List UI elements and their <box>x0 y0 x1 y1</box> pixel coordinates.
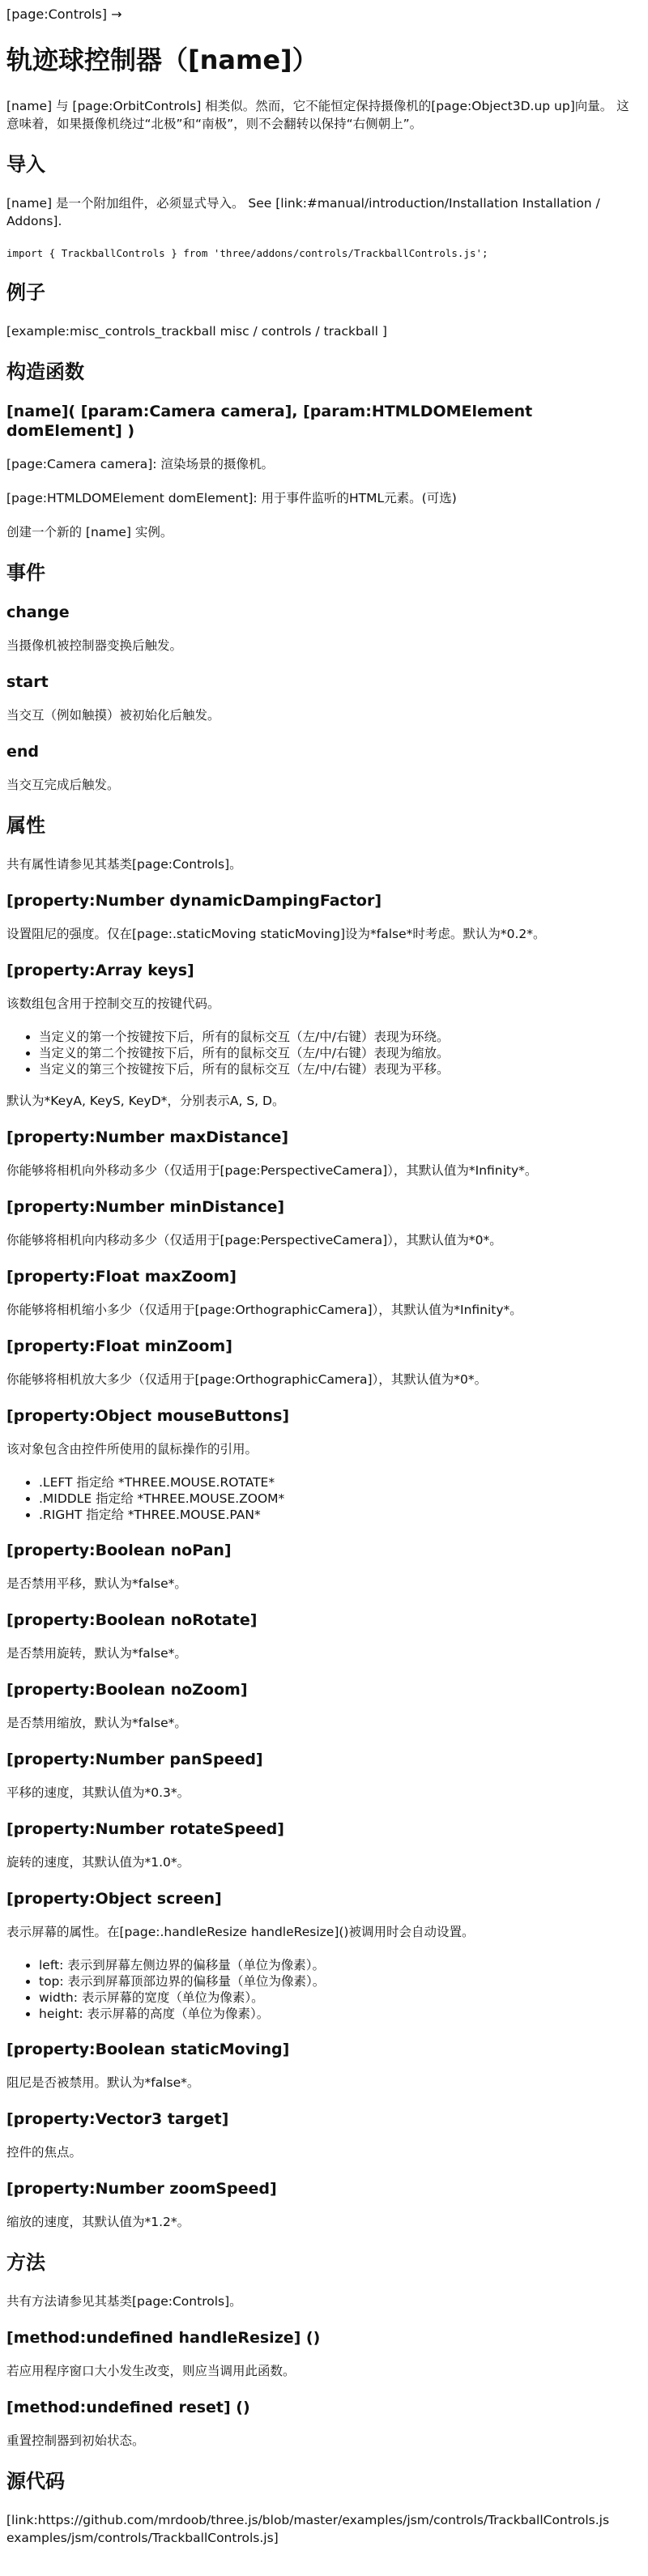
list-item: • width: 表示屏幕的宽度（单位为像素）。 <box>39 1990 642 2006</box>
list-item: • left: 表示到屏幕左侧边界的偏移量（单位为像素）。 <box>39 1957 642 1973</box>
constructor-desc: 创建一个新的 [name] 实例。 <box>6 525 173 540</box>
property-desc: 你能够将相机向内移动多少（仅适用于[page:PerspectiveCamera]），其默认值为*0*。 <box>6 1233 502 1247</box>
list-item: • 当定义的第一个按键按下后，所有的鼠标交互（左/中/右键）表现为环绕。 <box>39 1029 642 1045</box>
event-desc: 当交互完成后触发。 <box>6 778 120 792</box>
intro-text: [name] 与 [page:OrbitControls] 相类似。然而，它不能恒定保持摄像机的[page:Object3D.up up]向量。 这意味着，如果摄像机绕过“北极”和“南极”，则不会翻转以保持“右侧朝上”。 <box>6 99 629 131</box>
property-name: [property:Boolean noRotate] <box>6 1611 258 1629</box>
method-desc: 重置控制器到初始状态。 <box>6 2433 145 2448</box>
property-desc: 旋转的速度，其默认值为*1.0*。 <box>6 1855 190 1870</box>
property-name: [property:Object mouseButtons] <box>6 1407 290 1425</box>
property-name: [property:Number rotateSpeed] <box>6 1820 284 1838</box>
method-desc: 若应用程序窗口大小发生改变，则应当调用此函数。 <box>6 2364 296 2378</box>
source-link[interactable]: [link:https://github.com/mrdoob/three.js/blob/master/examples/jsm/controls/TrackballControls.js examples/jsm/controls/TrackballControls.js] <box>6 2513 610 2545</box>
list-item: • .LEFT 指定给 *THREE.MOUSE.ROTATE* <box>39 1474 642 1491</box>
property-desc: 你能够将相机缩小多少（仅适用于[page:OrthographicCamera]），其默认值为*Infinity*。 <box>6 1303 522 1317</box>
property-desc: 是否禁用平移，默认为*false*。 <box>6 1576 187 1591</box>
events-heading: 事件 <box>6 561 45 584</box>
property-name: [property:Number dynamicDampingFactor] <box>6 892 382 910</box>
property-desc: 是否禁用缩放，默认为*false*。 <box>6 1716 187 1730</box>
example-link[interactable]: [example:misc_controls_trackball misc / controls / trackball ] <box>6 324 387 339</box>
property-name: [property:Boolean staticMoving] <box>6 2041 290 2058</box>
method-name: [method:undefined handleResize] () <box>6 2329 321 2347</box>
property-name: [property:Number minDistance] <box>6 1198 285 1216</box>
property-name: [property:Vector3 target] <box>6 2110 229 2128</box>
list-item: • .RIGHT 指定给 *THREE.MOUSE.PAN* <box>39 1507 642 1523</box>
constructor-heading: 构造函数 <box>6 360 84 383</box>
property-name: [property:Number maxDistance] <box>6 1128 289 1146</box>
property-desc: 你能够将相机放大多少（仅适用于[page:OrthographicCamera]），其默认值为*0*。 <box>6 1372 488 1387</box>
methods-heading: 方法 <box>6 2251 45 2274</box>
property-desc: 是否禁用旋转，默认为*false*。 <box>6 1646 187 1661</box>
event-name: start <box>6 673 49 691</box>
property-name: [property:Number zoomSpeed] <box>6 2180 277 2198</box>
property-name: [property:Boolean noZoom] <box>6 1681 248 1699</box>
property-name: [property:Object screen] <box>6 1890 222 1908</box>
event-desc: 当摄像机被控制器变换后触发。 <box>6 638 183 653</box>
list-item: • 当定义的第三个按键按下后，所有的鼠标交互（左/中/右键）表现为平移。 <box>39 1061 642 1077</box>
property-desc: 你能够将相机向外移动多少（仅适用于[page:PerspectiveCamera]），其默认值为*Infinity*。 <box>6 1163 538 1178</box>
property-desc: 表示屏幕的属性。在[page:.handleResize handleResize]()被调用时会自动设置。 <box>6 1925 475 1939</box>
property-name: [property:Float minZoom] <box>6 1337 232 1355</box>
constructor-param-camera: [page:Camera camera]: 渲染场景的摄像机。 <box>6 457 274 471</box>
property-desc: 缩放的速度，其默认值为*1.2*。 <box>6 2215 190 2229</box>
breadcrumb[interactable]: [page:Controls] → <box>6 6 122 22</box>
property-desc: 控件的焦点。 <box>6 2145 83 2160</box>
property-desc: 设置阻尼的强度。仅在[page:.staticMoving staticMoving]设为*false*时考虑。默认为*0.2*。 <box>6 927 546 941</box>
constructor-param-domelement: [page:HTMLDOMElement domElement]: 用于事件监听的HTML元素。(可选) <box>6 491 457 505</box>
property-name: [property:Array keys] <box>6 962 194 979</box>
list-item: • 当定义的第二个按键按下后，所有的鼠标交互（左/中/右键）表现为缩放。 <box>39 1045 642 1061</box>
methods-intro: 共有方法请参见其基类[page:Controls]。 <box>6 2294 242 2309</box>
property-name: [property:Number panSpeed] <box>6 1751 263 1768</box>
keys-list <box>6 1029 642 1077</box>
import-heading: 导入 <box>6 153 45 176</box>
property-desc: 该对象包含由控件所使用的鼠标操作的引用。 <box>6 1442 258 1456</box>
import-code: import { TrackballControls } from 'three/addons/controls/TrackballControls.js'; <box>6 247 488 259</box>
event-desc: 当交互（例如触摸）被初始化后触发。 <box>6 708 220 723</box>
event-name: end <box>6 743 40 761</box>
property-name: [property:Float maxZoom] <box>6 1268 237 1286</box>
list-item: • .MIDDLE 指定给 *THREE.MOUSE.ZOOM* <box>39 1491 642 1507</box>
examples-heading: 例子 <box>6 281 45 304</box>
properties-heading: 属性 <box>6 814 45 837</box>
import-text: [name] 是一个附加组件，必须显式导入。 See [link:#manual/introduction/Installation Installation / Addons]. <box>6 196 600 228</box>
property-desc: 阻尼是否被禁用。默认为*false*。 <box>6 2075 200 2090</box>
event-name: change <box>6 603 70 621</box>
page-title: 轨迹球控制器（[name]） <box>6 45 318 75</box>
constructor-signature: [name]( [param:Camera camera], [param:HTMLDOMElement domElement] ) <box>6 403 533 440</box>
properties-intro: 共有属性请参见其基类[page:Controls]。 <box>6 857 242 872</box>
screen-list <box>6 1957 642 2022</box>
property-name: [property:Boolean noPan] <box>6 1542 232 1559</box>
mouse-buttons-list <box>6 1474 642 1523</box>
source-heading: 源代码 <box>6 2470 65 2493</box>
list-item: • top: 表示到屏幕顶部边界的偏移量（单位为像素）。 <box>39 1973 642 1990</box>
property-desc: 该数组包含用于控制交互的按键代码。 <box>6 996 220 1011</box>
list-item: • height: 表示屏幕的高度（单位为像素）。 <box>39 2006 642 2022</box>
property-default: 默认为*KeyA, KeyS, KeyD*，分别表示A, S, D。 <box>6 1094 285 1108</box>
method-name: [method:undefined reset] () <box>6 2399 250 2416</box>
property-desc: 平移的速度，其默认值为*0.3*。 <box>6 1785 190 1800</box>
